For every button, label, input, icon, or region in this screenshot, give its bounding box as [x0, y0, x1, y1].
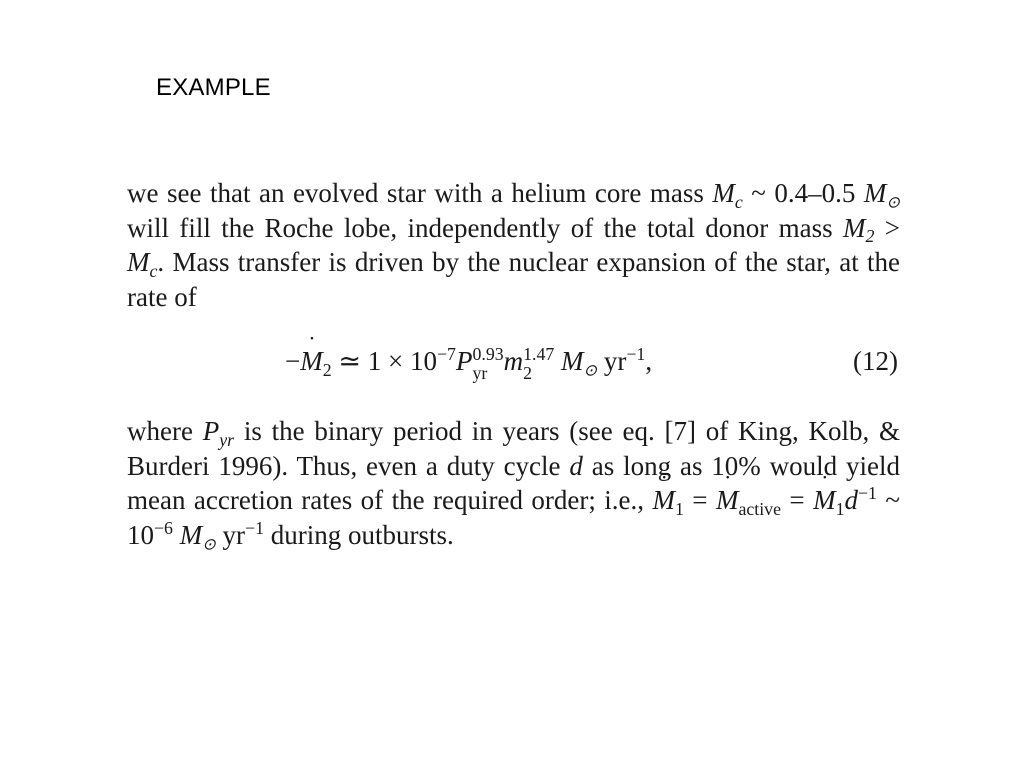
text-run: > — [874, 212, 901, 243]
slide-title: EXAMPLE — [156, 74, 271, 101]
duty-cycle-symbol: d — [569, 450, 583, 481]
period-symbol: P — [455, 346, 473, 376]
text-run: is the binary period in years (see eq. [7] of King, Kolb, & Burderi 1996). Thus, even a duty cycle — [127, 416, 900, 481]
solar-mass-symbol: $M_⊙$ — [863, 178, 900, 212]
equation-number: (12) — [853, 346, 898, 376]
core-mass-symbol: $M_c$ — [712, 178, 743, 212]
sun-symbol-icon: ⊙ — [886, 193, 900, 212]
text-run: as long as 10% would yield mean accretion rates of the required order; i.e., — [127, 450, 900, 515]
accretion-rate-symbol: ˙ M — [652, 483, 675, 518]
text-run: ~ 0.4–0.5 — [742, 178, 864, 208]
donor-mass-symbol: $M_2$ — [843, 212, 875, 247]
solar-mass-symbol: $M_⊙$ — [179, 519, 216, 554]
sun-symbol-icon: ⊙ — [583, 361, 598, 380]
paragraph-1 — [127, 176, 900, 314]
sun-symbol-icon: ⊙ — [202, 535, 216, 554]
solar-mass-symbol: $M_⊙$ — [561, 346, 598, 380]
period-symbol: $P_{yr}$ — [202, 416, 235, 450]
core-mass-symbol: $M_c$ — [127, 247, 158, 281]
text-run: we see that an evolved star with a helium core mass — [127, 178, 713, 208]
equation-body: −˙ $M_2$ ≃ $1 \times 10^{-7}P$ 0.93 yr m 1.47 2 $M_⊙$ $yr^{-1}$, — [285, 344, 652, 381]
text-run: . Mass transfer is driven by the nuclear expansion of the star, at the rate of — [127, 247, 900, 312]
text-run: where — [127, 416, 203, 446]
text-run: will fill the Roche lobe, independently of the total donor mass — [127, 212, 844, 243]
paper-excerpt — [127, 176, 900, 552]
active-rate-symbol: ˙ M — [716, 483, 739, 518]
duty-cycle-symbol: d — [844, 485, 858, 515]
accretion-rate-symbol: ˙ M — [813, 483, 836, 518]
mass-ratio-symbol: m — [503, 346, 524, 376]
mass-rate-symbol: ˙ M — [300, 344, 323, 379]
paragraph-2: where $P_{yr}$ is the binary period in years (see eq. [7] of King, Kolb, & Burderi 1996). Thus, even a duty cycle d as long as 10% would yield mean accretion rates of the required order; i.e., ˙ $M_1$ = ˙ $M_{active}$ = ˙ $M_1d^{-1}$ ~ $10^{-6}$ $M_⊙$ $yr^{-1}$ during outbursts. — [127, 414, 900, 552]
equation-12 — [127, 332, 900, 400]
text-run: during outbursts. — [263, 519, 454, 550]
